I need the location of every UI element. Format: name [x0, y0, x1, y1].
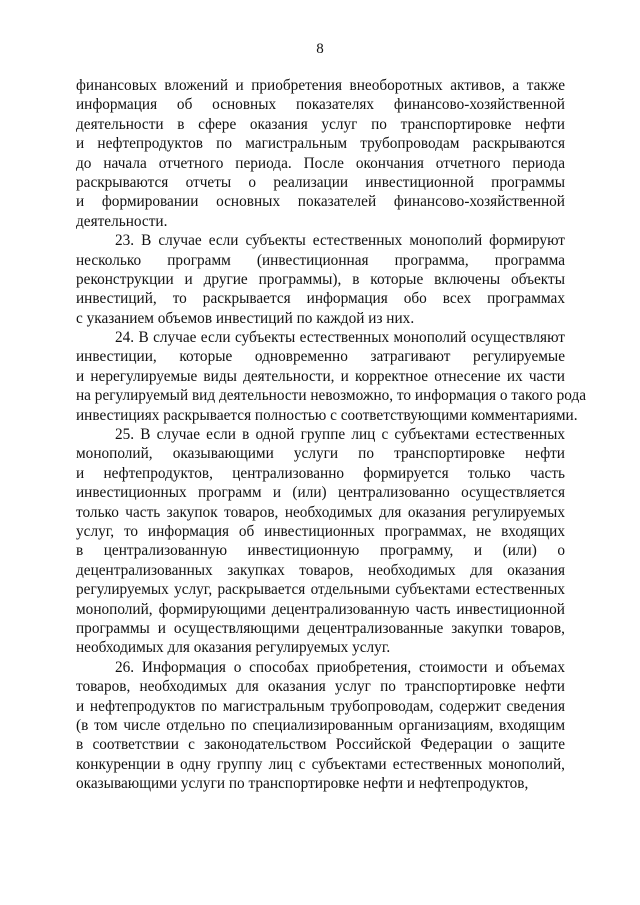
text-line: инвестиции, которые одновременно затрагивают регулируемые: [76, 348, 565, 366]
text-line: информация об основных показателях финансово-хозяйственной: [76, 96, 565, 114]
text-line: необходимых для оказания регулируемых услуг.: [76, 639, 391, 657]
text-line: и нерегулируемые виды деятельности, и корректное отнесение их части: [76, 367, 565, 385]
paragraph-p22-end: [76, 76, 565, 231]
text-line: монополий, формирующими децентрализованную часть инвестиционной: [76, 600, 565, 618]
text-line: финансовых вложений и приобретения внеоборотных активов, а также: [76, 77, 565, 94]
text-line: только часть закупок товаров, необходимых для оказания регулируемых: [76, 503, 565, 521]
text-line: и нефтепродуктов по магистральным трубопроводам раскрываются: [76, 135, 565, 153]
text-line: с указанием объемов инвестиций по каждой из них.: [76, 309, 415, 327]
text-line: на регулируемый вид деятельности невозможно, то информация о такого рода: [76, 387, 587, 405]
text-line: деятельности в сфере оказания услуг по транспортировке нефти: [76, 115, 565, 133]
text-line: деятельности.: [76, 212, 168, 230]
text-line: регулируемых услуг, раскрывается отдельными субъектами естественных: [76, 581, 565, 599]
text-line: до начала отчетного периода. После окончания отчетного периода: [76, 154, 565, 172]
paragraph-p25: [76, 425, 565, 658]
text-line: 25. В случае если в одной группе лиц с субъектами естественных: [115, 426, 565, 444]
text-line: монополий, оказывающими услуги по транспортировке нефти: [76, 445, 565, 463]
text-line: реконструкции и другие программы), в которые включены объекты: [76, 270, 565, 288]
text-line: 24. В случае если субъекты естественных монополий осуществляют: [115, 329, 565, 347]
text-line: в соответствии с законодательством Российской Федерации о защите: [76, 736, 565, 754]
document-body: [76, 76, 587, 793]
text-line: и нефтепродуктов по магистральным трубопроводам, содержит сведения: [76, 697, 565, 715]
paragraph-p26: [76, 658, 565, 794]
text-line: децентрализованных закупках товаров, необходимых для оказания: [76, 561, 565, 579]
text-line: конкуренции в одну группу лиц с субъектами естественных монополий,: [76, 755, 565, 773]
text-line: и формировании основных показателей финансово-хозяйственной: [76, 193, 565, 211]
text-line: и нефтепродуктов, централизованно формируется только часть: [76, 464, 565, 482]
paragraph-p24: [76, 328, 587, 425]
text-line: 23. В случае если субъекты естественных монополий формируют: [115, 232, 565, 250]
text-line: несколько программ (инвестиционная программа, программа: [76, 251, 565, 269]
text-line: в централизованную инвестиционную программу, и (или) о: [76, 542, 565, 560]
text-line: 26. Информация о способах приобретения, стоимости и объемах: [115, 658, 565, 676]
text-line: товаров, необходимых для оказания услуг по транспортировке нефти: [76, 678, 565, 696]
text-line: оказывающими услуги по транспортировке нефти и нефтепродуктов,: [76, 775, 529, 793]
page-number: 8: [316, 41, 324, 57]
paragraph-p23: [76, 231, 565, 328]
text-line: инвестиций, то раскрывается информация обо всех программах: [76, 290, 565, 308]
text-line: инвестициях раскрывается полностью с соответствующими комментариями.: [76, 406, 578, 424]
text-line: программы и осуществляющими децентрализованные закупки товаров,: [76, 619, 565, 637]
text-line: инвестиционных программ и (или) централизованно осуществляется: [76, 484, 565, 502]
text-line: (в том числе отдельно по специализированным организациям, входящим: [76, 716, 565, 734]
text-line: раскрываются отчеты о реализации инвестиционной программы: [76, 173, 565, 191]
text-line: услуг, то информация об инвестиционных программах, не входящих: [76, 522, 565, 540]
